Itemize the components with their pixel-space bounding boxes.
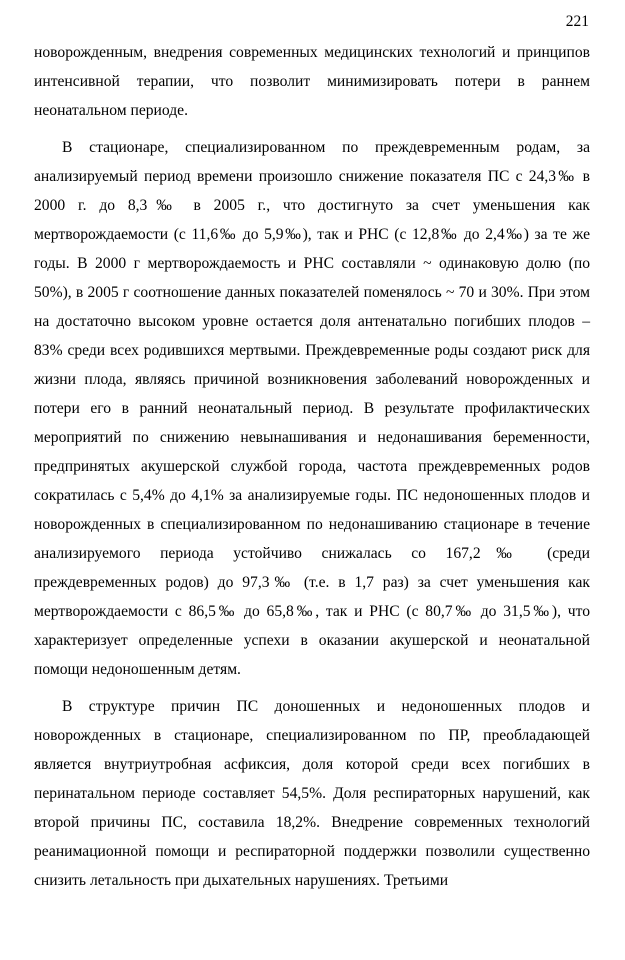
paragraph-continuation: новорожденным, внедрения современных медицинских технологий и принципов интенсивной терапии, что позволит минимизировать потери в раннем неонатальном периоде. <box>34 44 590 119</box>
page-number: 221 <box>565 13 589 30</box>
paragraph-perinatal-mortality-dynamics: В стационаре, специализированном по преждевременным родам, за анализируемый период времени произошло снижение показателя ПС с 24,3‰ в 2000 г. до 8,3‰ в 2005 г., что достигнуто за счет уменьшения как мертворождаемости (с 11,6‰ до 5,9‰), так и РНС (с 12,8‰ до 2,4‰) за те же годы. В 2000 г мертворождаемость и РНС составляли ~ одинаковую долю (по 50%), в 2005 г соотношение данных показателей поменялось ~ 70 и 30%. При этом на достаточно высоком уровне остается доля антенатально погибших плодов – 83% среди всех родившихся мертвыми. Преждевременные роды создают риск для жизни плода, являясь причиной возникновения заболеваний новорожденных и потери его в ранний неонатальный период. В результате профилактических мероприятий по снижению невынашивания и недонашивания беременности, предпринятых акушерской службой города, частота преждевременных родов сократилась с 5,4% до 4,1% за анализируемые годы. ПС недоношенных плодов и новорожденных в специализированном по недонашиванию стационаре в течение анализируемого периода устойчиво снижалась со 167,2‰ (среди преждевременных родов) до 97,3‰ (т.е. в 1,7 раз) за счет уменьшения как мертворождаемости с 86,5‰ до 65,8‰, так и РНС (с 80,7‰ до 31,5‰), что характеризует определенные успехи в оказании акушерской и неонатальной помощи недоношенным детям. <box>34 139 590 678</box>
document-body <box>34 38 590 895</box>
paragraph-causes-structure: В структуре причин ПС доношенных и недоношенных плодов и новорожденных в стационаре, специализированном по ПР, преобладающей является внутриутробная асфиксия, доля которой среди всех погибших в перинатальном периоде составляет 54,5%. Доля респираторных нарушений, как второй причины ПС, составила 18,2%. Внедрение современных технологий реанимационной помощи и респираторной поддержки позволили существенно снизить летальность при дыхательных нарушениях. Третьими <box>34 698 590 889</box>
